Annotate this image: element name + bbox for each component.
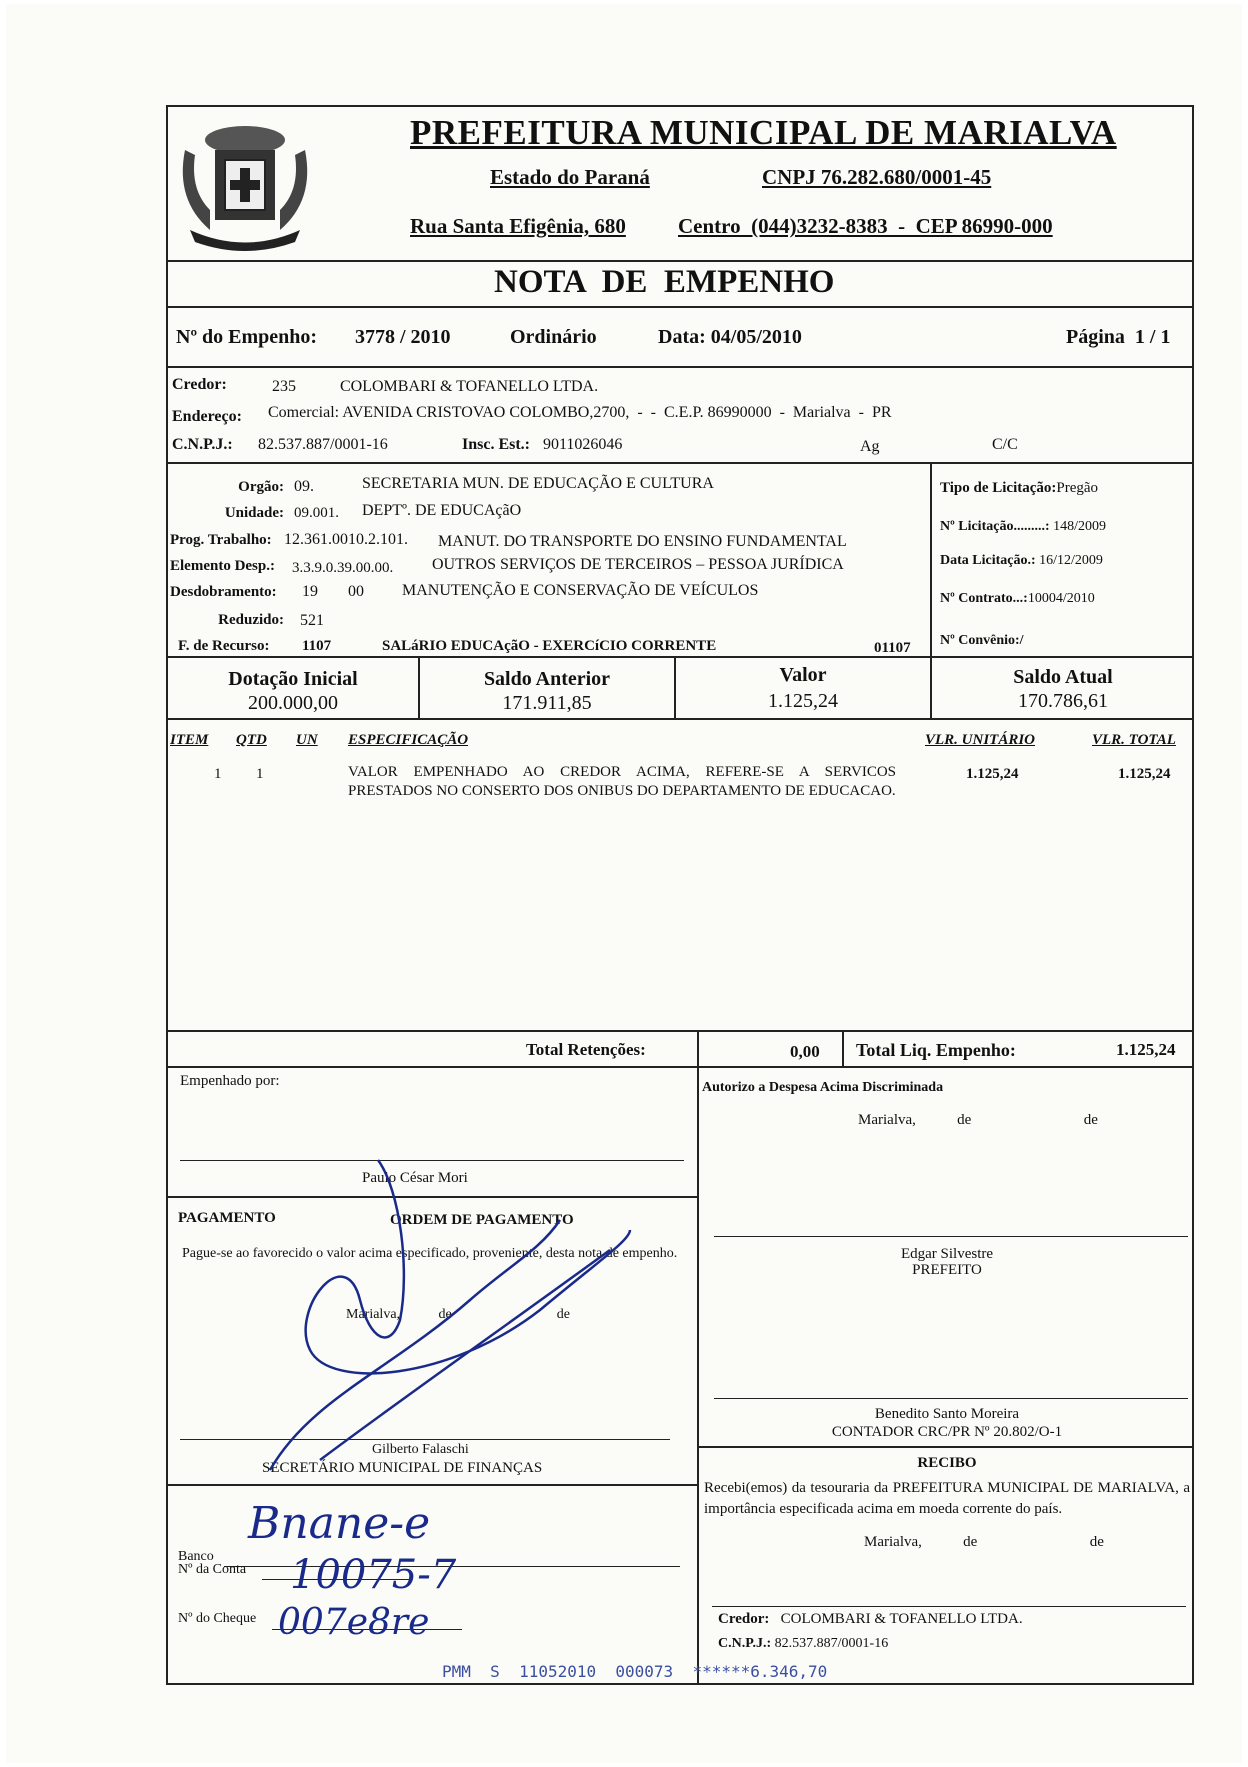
insc-value: 9011026046	[543, 436, 623, 453]
edgar-name: Edgar Silvestre	[900, 1246, 994, 1262]
licitacao-convenio: Nº Convênio:/	[940, 633, 1024, 648]
col-vlr-unitario: VLR. UNITÁRIO	[925, 732, 1036, 748]
empenho-date: Data: 04/05/2010	[658, 326, 802, 348]
elem-label: Elemento Desp.:	[170, 558, 275, 574]
saldo-anterior-value: 171.911,85	[502, 692, 592, 714]
ordem-pagamento-label: ORDEM DE PAGAMENTO	[390, 1212, 574, 1228]
unidade-desc: DEPTº. DE EDUCAçãO	[362, 502, 522, 519]
recibo-text: Recebi(emos) da tesouraria da PREFEITURA MUNICIPAL DE MARIALVA, a importância especificada acima em moeda corrente do país.	[704, 1480, 1190, 1517]
empenho-num-value: 3778 / 2010	[355, 326, 451, 348]
prefeito-title: PREFEITO	[912, 1262, 982, 1278]
licitacao-data-label: Data Licitação.:	[940, 553, 1036, 568]
divider	[166, 306, 1194, 308]
row-qtd: 1	[256, 766, 264, 782]
row-vlr-unitario: 1.125,24	[966, 766, 1019, 782]
marialva-date-1: Marialva, de de	[858, 1112, 1098, 1128]
banco-label: Banco	[178, 1549, 214, 1564]
retencoes-value: 0,00	[790, 1042, 820, 1061]
header-state: Estado do Paraná	[490, 165, 650, 189]
header-street: Rua Santa Efigênia, 680	[410, 214, 626, 238]
address-value: Comercial: AVENIDA CRISTOVAO COLOMBO,2700, - - C.E.P. 86990000 - Marialva - PR	[268, 404, 892, 421]
row-item: 1	[214, 766, 222, 782]
empenhado-label: Empenhado por:	[180, 1073, 280, 1089]
retencoes-label: Total Retenções:	[526, 1040, 646, 1059]
elem-desc: OUTROS SERVIÇOS DE TERCEIROS – PESSOA JURÍDICA	[432, 556, 844, 573]
orgao-label: Orgão:	[238, 479, 284, 495]
recibo-credor-label: Credor:	[718, 1611, 770, 1627]
divider	[166, 656, 1194, 658]
recibo-cnpj-label: C.N.P.J.:	[718, 1636, 772, 1651]
saldo-atual-label: Saldo Atual	[1013, 666, 1113, 688]
row-especificacao: VALOR EMPENHADO AO CREDOR ACIMA, REFERE-SE A SERVICOS PRESTADOS NO CONSERTO DOS ONIBUS DO DEPARTAMENTO DE EDUCACAO.	[348, 764, 896, 799]
autorizo-label: Autorizo a Despesa Acima Discriminada	[702, 1080, 944, 1095]
saldo-anterior-label: Saldo Anterior	[483, 668, 611, 690]
signature-line	[714, 1398, 1188, 1399]
signature-line	[712, 1606, 1186, 1607]
divider	[697, 1030, 699, 1066]
cnpj-label: C.N.P.J.:	[172, 436, 233, 453]
insc-label: Insc. Est.:	[462, 436, 531, 453]
divider	[697, 1066, 699, 1685]
benedito-name: Benedito Santo Moreira	[874, 1406, 1020, 1422]
licitacao-contrato-value: 10004/2010	[1027, 591, 1095, 606]
desd-desc: MANUTENÇÃO E CONSERVAÇÃO DE VEÍCULOS	[402, 582, 759, 599]
contador-title: CONTADOR CRC/PR Nº 20.802/O-1	[831, 1424, 1063, 1440]
divider	[166, 260, 1194, 262]
desd-code2: 00	[348, 583, 364, 600]
recibo-credor-value: COLOMBARI & TOFANELLO LTDA.	[780, 1611, 1023, 1627]
saldo-atual-value: 170.786,61	[1018, 690, 1108, 712]
cc-label: C/C	[992, 436, 1018, 453]
recurso-label: F. de Recurso:	[178, 638, 270, 654]
credor-name: COLOMBARI & TOFANELLO LTDA.	[340, 378, 599, 395]
coat-of-arms-icon	[170, 110, 320, 258]
licitacao-tipo-value: Pregão	[1056, 480, 1099, 496]
gilberto-name: Gilberto Falaschi	[372, 1442, 469, 1457]
col-especificacao: ESPECIFICAÇÃO	[348, 732, 469, 748]
pague-text: Pague-se ao favorecido o valor acima especificado, proveniente, desta nota de empenho.	[182, 1246, 678, 1261]
empenho-type: Ordinário	[510, 326, 597, 348]
address-label: Endereço:	[172, 408, 242, 425]
prog-code: 12.361.0010.2.101.	[284, 531, 408, 548]
liq-empenho-value: 1.125,24	[1116, 1040, 1176, 1059]
licitacao-contrato-label: Nº Contrato...:	[940, 591, 1028, 606]
unidade-code: 09.001.	[294, 505, 339, 521]
conta-handwriting: 10075-7	[290, 1552, 457, 1598]
desd-code1: 19	[302, 583, 318, 600]
reduzido-value: 521	[300, 612, 324, 629]
cheque-label: Nº do Cheque	[178, 1611, 257, 1626]
dotacao-label: Dotação Inicial	[228, 668, 358, 690]
licitacao-tipo-label: Tipo de Licitação:	[940, 480, 1057, 496]
recurso-desc: SALáRIO EDUCAçãO - EXERCíCIO CORRENTE	[382, 638, 717, 654]
pagamento-label: PAGAMENTO	[178, 1210, 276, 1226]
prog-desc: MANUT. DO TRANSPORTE DO ENSINO FUNDAMENTAL	[438, 533, 847, 550]
doc-title: NOTA DE EMPENHO	[494, 264, 835, 300]
col-qtd: QTD	[236, 732, 267, 748]
cnpj-value: 82.537.887/0001-16	[258, 436, 388, 453]
marialva-date-3: Marialva, de de	[864, 1534, 1104, 1550]
divider	[930, 462, 932, 656]
col-un: UN	[296, 732, 318, 748]
recibo-cnpj	[718, 1636, 888, 1652]
licitacao-num	[940, 519, 1106, 535]
desd-label: Desdobramento:	[170, 584, 277, 600]
unidade-label: Unidade:	[224, 505, 284, 521]
recurso-code2: 01107	[874, 640, 911, 656]
signature-line	[714, 1236, 1188, 1237]
licitacao-num-value: 148/2009	[1053, 519, 1106, 534]
paulo-name: Paulo César Mori	[362, 1170, 468, 1186]
valor-label: Valor	[779, 664, 827, 686]
divider	[166, 718, 1194, 720]
credor-code: 235	[272, 378, 296, 395]
cheque-handwriting: 007e8re	[278, 1602, 430, 1643]
divider	[842, 1030, 844, 1066]
empenho-page: Página 1 / 1	[1066, 326, 1171, 348]
header-title: PREFEITURA MUNICIPAL DE MARIALVA	[410, 113, 1117, 152]
prog-label: Prog. Trabalho:	[170, 532, 272, 548]
bank-stamp: PMM S 11052010 000073 ******6.346,70	[442, 1662, 828, 1681]
conta-label: Nº da Conta	[178, 1562, 247, 1577]
recurso-code: 1107	[302, 638, 332, 654]
reduzido-label: Reduzido:	[218, 612, 284, 628]
elem-code: 3.3.9.0.39.00.00.	[292, 560, 394, 576]
valor-value: 1.125,24	[768, 690, 838, 712]
header-contact: Centro (044)3232-8383 - CEP 86990-000	[678, 214, 1053, 238]
empenho-num-label: Nº do Empenho:	[176, 326, 318, 348]
licitacao-data-value: 16/12/2009	[1039, 553, 1103, 568]
ag-label: Ag	[860, 438, 880, 455]
divider	[166, 1030, 1194, 1032]
col-item: ITEM	[170, 732, 209, 748]
secretario-title: SECRETÁRIO MUNICIPAL DE FINANÇAS	[262, 1460, 543, 1476]
col-vlr-total: VLR. TOTAL	[1092, 732, 1176, 748]
banco-handwriting: Bnane-e	[248, 1498, 431, 1549]
credor-label: Credor:	[172, 376, 227, 393]
licitacao-num-label: Nº Licitação.........:	[940, 519, 1050, 534]
licitacao-contrato	[940, 591, 1095, 607]
orgao-code: 09.	[294, 478, 314, 495]
liq-empenho-label: Total Liq. Empenho:	[856, 1040, 1016, 1060]
header-cnpj: CNPJ 76.282.680/0001-45	[762, 165, 992, 189]
licitacao-data	[940, 553, 1103, 569]
divider	[166, 366, 1194, 368]
divider	[166, 462, 1194, 464]
signature-scribble-icon	[250, 1150, 670, 1480]
recibo-credor	[718, 1611, 1023, 1628]
orgao-desc: SECRETARIA MUN. DE EDUCAÇÃO E CULTURA	[362, 475, 714, 492]
row-vlr-total: 1.125,24	[1118, 766, 1171, 782]
marialva-date-2: Marialva, de de	[346, 1307, 570, 1322]
divider	[166, 1484, 697, 1486]
divider	[697, 1446, 1194, 1448]
recibo-cnpj-value: 82.537.887/0001-16	[774, 1636, 889, 1651]
dotacao-value: 200.000,00	[248, 692, 338, 714]
recibo-title: RECIBO	[917, 1455, 977, 1471]
divider	[166, 1066, 1194, 1068]
licitacao-tipo	[940, 480, 1098, 497]
